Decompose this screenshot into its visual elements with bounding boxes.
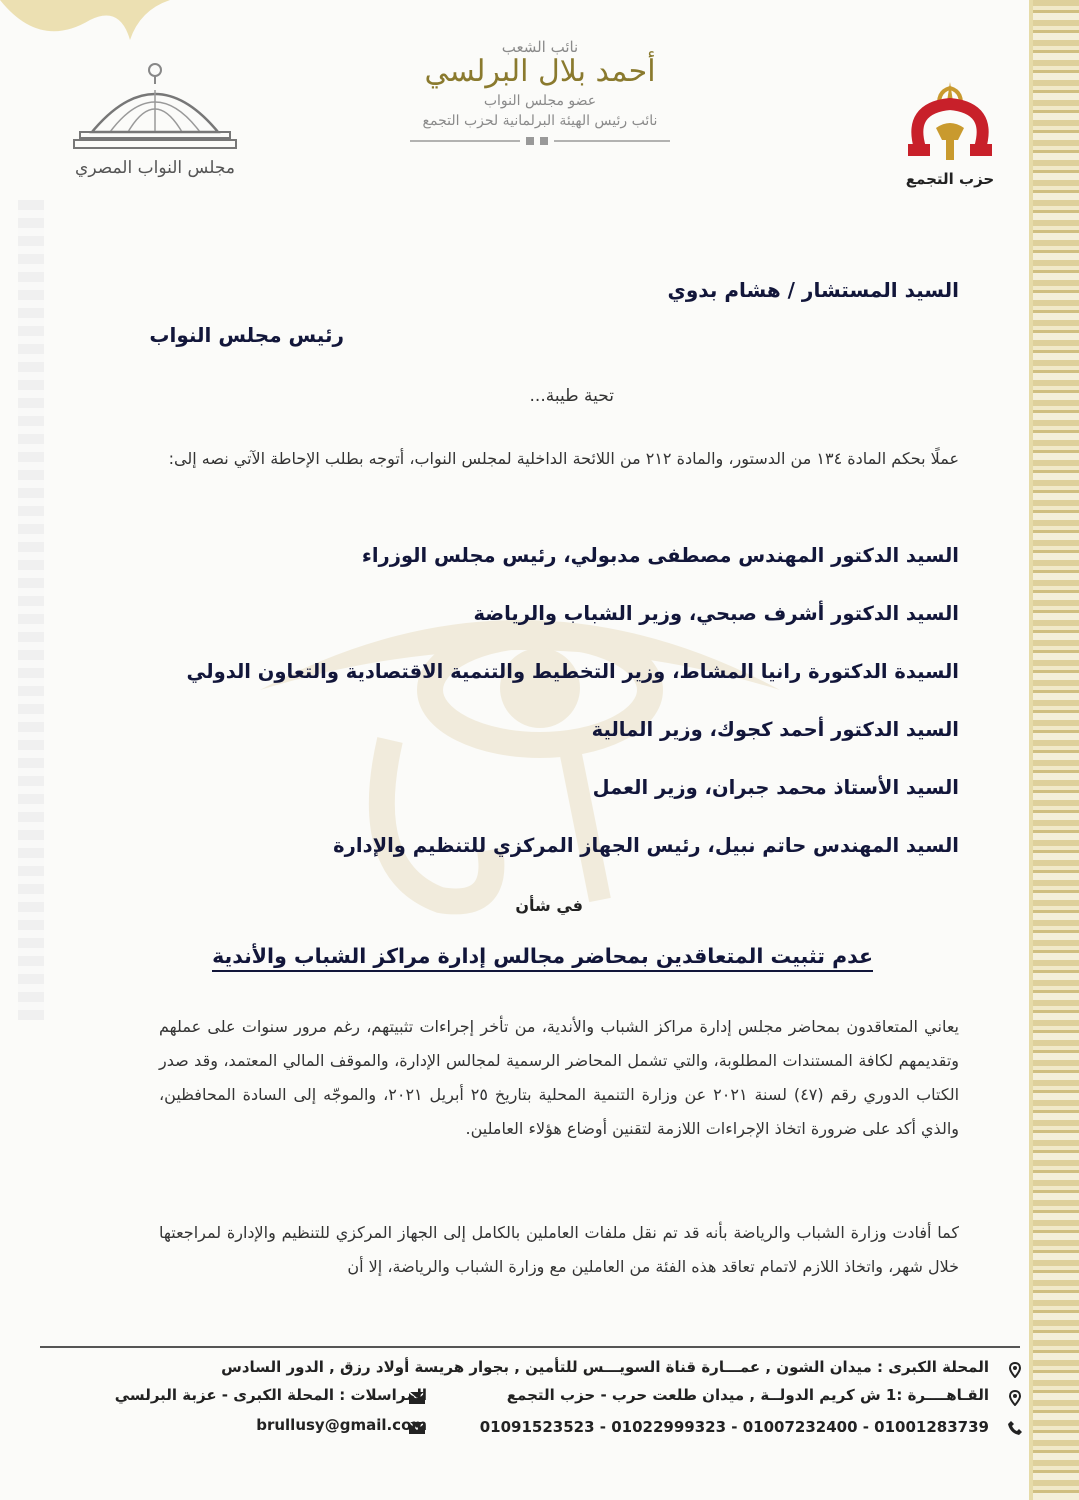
mp-role-secondary: نائب رئيس الهيئة البرلمانية لحزب التجمع xyxy=(422,113,658,129)
body-paragraph-1: يعاني المتعاقدون بمحاضر مجلس إدارة مراكز الشباب والأندية، من تأخر إجراءات تثبيتهم، رغم مرور سنوات على عملهم وتقديمهم لكافة المستندات المطلوبة، والتي تشمل المحاضر الرسمية لمجالس الإدارة، والموقف المالي المعتمد، وقد صدر الكتاب الدوري رقم (٤٧) لسنة ٢٠٢١ عن وزارة التنمية المحلية بتاريخ ٢٥ أبريل ٢٠٢١، والموجّه إلى السادة المحافظين، والذي أكد على ضرورة اتخاذ الإجراءات اللازمة لتقنين أوضاع هؤلاء العاملين. xyxy=(159,1017,960,1138)
recipient-item: السيدة الدكتورة رانيا المشاط، وزير التخطيط والتنمية الاقتصادية والتعاون الدولي xyxy=(186,660,959,683)
party-caption: حزب التجمع xyxy=(905,170,995,188)
footer-address-cairo: القـاهــــرة :1 ش كريم الدولــة , ميدان طلعت حرب - حزب التجمع xyxy=(506,1386,989,1404)
footer-phones[interactable]: 01091523523 - 01022999323 - 01007232400 - 01001283739 xyxy=(479,1418,989,1436)
greeting: تحية طيبة... xyxy=(529,386,614,406)
mp-role: عضو مجلس النواب xyxy=(483,93,597,109)
location-pin-icon xyxy=(1007,1362,1023,1378)
recipient-item: السيد الدكتور المهندس مصطفى مدبولي، رئيس مجلس الوزراء xyxy=(361,544,959,567)
party-logo xyxy=(900,78,1010,198)
subject-heading: عدم تثبيت المتعاقدين بمحاضر مجالس إدارة مراكز الشباب والأندية xyxy=(212,944,873,972)
party-emblem-icon xyxy=(900,78,1000,166)
body-paragraph-2: كما أفادت وزارة الشباب والرياضة بأنه قد تم نقل ملفات العاملين بالكامل إلى الجهاز المركزي للتنظيم والإدارة لمراجعتها خلال شهر، واتخاذ اللازم لاتمام تعاقد هذه الفئة من العاملين مع وزارة الشباب والرياضة، إلا أن xyxy=(159,1223,959,1276)
recipient-item: السيد الدكتور أشرف صبحي، وزير الشباب والرياضة xyxy=(473,602,959,625)
location-pin-icon xyxy=(1007,1390,1023,1406)
recipient-item: السيد الدكتور أحمد كجوك، وزير المالية xyxy=(591,718,959,741)
mp-letterhead xyxy=(380,38,700,151)
parliament-logo xyxy=(70,62,240,192)
phone-icon xyxy=(1007,1420,1023,1436)
left-decorative-strip xyxy=(18,200,44,1020)
divider-ornament xyxy=(410,135,670,147)
intro-paragraph: عملًا بحكم المادة ١٣٤ من الدستور، والمادة ٢١٢ من اللائحة الداخلية لمجلس النواب، أتوجه بطلب الإحاطة الآتي نصه إلى: xyxy=(168,449,959,468)
mp-tag: نائب الشعب xyxy=(501,38,579,56)
recipient-item: السيد الأستاذ محمد جبران، وزير العمل xyxy=(592,776,959,799)
recipient-item: السيد المهندس حاتم نبيل، رئيس الجهاز المركزي للتنظيم والإدارة xyxy=(333,834,959,857)
footer-divider xyxy=(40,1346,1020,1348)
parliament-caption: مجلس النواب المصري xyxy=(75,158,235,178)
footer-address-mahalla: المحلة الكبرى : ميدان الشون , عمـــارة قناة السويـــس للتأمين , بجوار هريسة أولاد رزق , الدور السادس xyxy=(221,1358,989,1376)
recipients-list xyxy=(139,536,959,884)
addressee-title: رئيس مجلس النواب xyxy=(149,323,344,347)
parliament-dome-icon xyxy=(70,62,240,154)
addressee: السيد المستشار / هشام بدوي xyxy=(667,278,959,302)
gold-hieroglyph-border xyxy=(1033,0,1079,1500)
footer-email-link[interactable]: brullusy@gmail.com xyxy=(256,1416,427,1434)
mp-name: أحمد بلال البرلسي xyxy=(424,54,656,89)
concerning-label: في شأن xyxy=(515,896,583,915)
gold-swirl-ornament xyxy=(0,0,170,60)
footer-correspondence: المراسلات : المحلة الكبرى - عزبة البرلسي xyxy=(114,1386,427,1404)
